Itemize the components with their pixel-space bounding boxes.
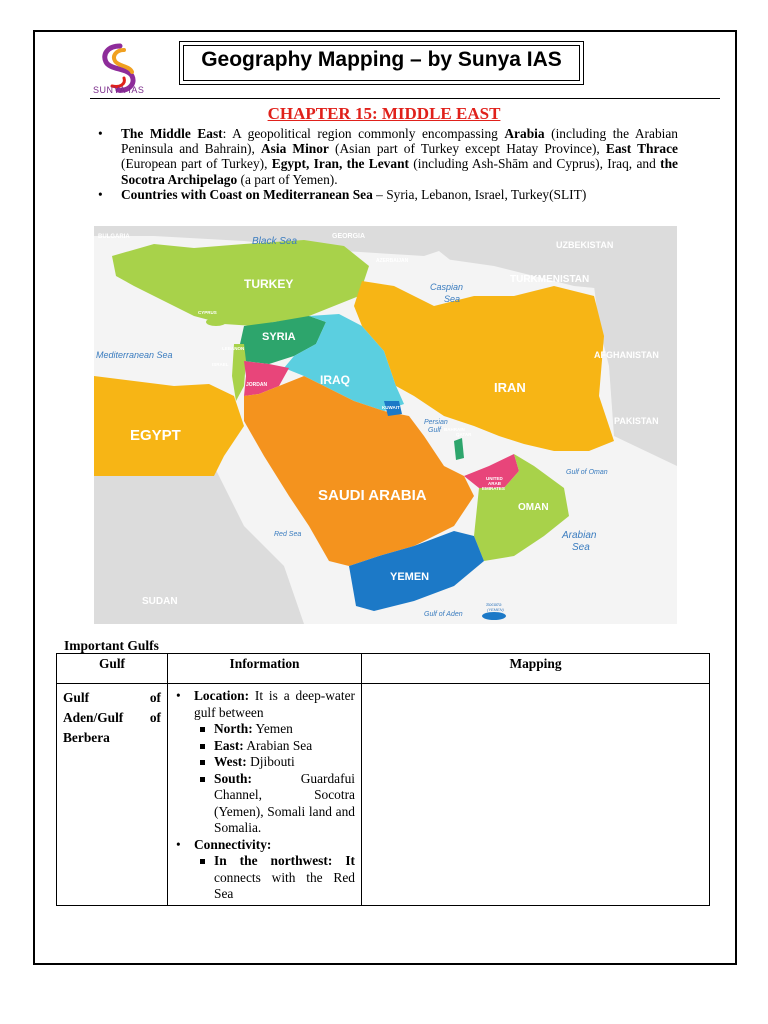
text-segment: (including Ash-Shām and Cyprus), Iraq, and <box>408 156 661 172</box>
label-persian-2: Gulf <box>428 427 441 434</box>
middle-east-map <box>94 226 677 624</box>
bold-segment: the Socotra Archipelago <box>121 156 678 187</box>
column-header-gulf: Gulf <box>57 654 168 684</box>
table-header-row <box>57 654 710 684</box>
connectivity-direction-text: connects with the Red Sea <box>214 869 355 901</box>
square-bullet-icon <box>200 777 205 782</box>
label-arabian-2: Sea <box>572 542 590 553</box>
text-segment: (including the Arabian Peninsula and Bahrain), <box>121 126 679 157</box>
header-rule <box>90 98 720 99</box>
label-syria: SYRIA <box>262 331 296 343</box>
label-iran: IRAN <box>494 380 526 395</box>
square-bullet-icon <box>200 727 205 732</box>
label-arabian-1: Arabian <box>562 530 597 541</box>
label-egypt: EGYPT <box>130 427 181 444</box>
label-gulf-of-oman: Gulf of Oman <box>566 469 608 476</box>
bold-segment: East Thrace <box>605 141 678 157</box>
square-bullet-icon <box>200 859 205 864</box>
direction-text: Yemen <box>252 721 293 736</box>
gulf-name-cell <box>57 684 168 906</box>
direction-label: West: <box>214 754 247 769</box>
square-bullet-icon <box>200 760 205 765</box>
info-location <box>176 688 355 837</box>
chapter-title: CHAPTER 15: MIDDLE EAST <box>267 104 501 123</box>
direction-south <box>214 771 355 837</box>
egypt-shape <box>94 376 244 476</box>
label-qatar: QATAR <box>456 432 472 437</box>
label-bulgaria: BULGARIA <box>98 234 130 240</box>
logo-text: SUNYA IAS <box>93 85 145 95</box>
socotra-shape <box>482 612 506 620</box>
label-jordan: JORDAN <box>246 382 268 388</box>
label-black-sea: Black Sea <box>252 236 298 247</box>
direction-text: Arabian Sea <box>243 737 313 753</box>
direction-label: South: <box>214 770 252 786</box>
bullet-dot-icon: • <box>176 836 181 852</box>
label-israel: ISRAEL <box>212 362 229 367</box>
text-segment: : A geopolitical region commonly encompassing <box>222 126 505 141</box>
direction-label: North: <box>214 721 253 736</box>
square-bullet-icon <box>200 744 205 749</box>
bullet-middle-east <box>98 126 678 187</box>
text-segment: (a part of Yemen). <box>237 171 338 187</box>
label-kuwait: KUWAIT <box>382 405 400 410</box>
connectivity-northwest <box>214 853 355 903</box>
label-oman: OMAN <box>518 502 549 513</box>
gulf-name-line: Gulf of <box>63 690 161 705</box>
bold-segment: The Middle East <box>121 126 223 141</box>
text-segment: (European part of Turkey), <box>121 156 272 172</box>
direction-north <box>214 721 355 738</box>
label-yemen: YEMEN <box>390 571 430 583</box>
label-red-sea: Red Sea <box>274 531 302 538</box>
info-connectivity <box>176 836 355 903</box>
gulfs-table <box>56 653 710 906</box>
bold-segment: Egypt, Iran, the Levant <box>271 156 409 172</box>
table-row <box>57 684 710 906</box>
label-gulf-of-aden: Gulf of Aden <box>424 611 463 618</box>
intro-bullets <box>98 126 678 202</box>
bold-segment: Asia Minor <box>261 141 329 157</box>
label-uzbekistan: UZBEKISTAN <box>556 240 614 250</box>
label-uae-2: ARAB <box>488 481 501 486</box>
label-caspian-2: Sea <box>444 294 461 304</box>
direction-east <box>214 738 355 755</box>
label-socotra-2: (YEMEN) <box>487 607 504 612</box>
label-iraq: IRAQ <box>320 373 350 387</box>
label-persian-1: Persian <box>424 419 448 426</box>
bullet-text <box>121 187 586 202</box>
gulf-name-line: Berbera <box>63 730 110 745</box>
text-segment: – Syria, Lebanon, Israel, Turkey(SLIT) <box>372 186 587 202</box>
label-uae-3: EMIRATES <box>482 486 505 491</box>
title-box <box>179 41 584 85</box>
gulf-name-line: Aden/Gulf of <box>63 710 161 725</box>
label-socotra-1: Socotra <box>486 602 502 607</box>
label-uae-1: UNITED <box>486 476 503 481</box>
label-georgia: GEORGIA <box>332 233 366 240</box>
label-turkmenistan: TURKMENISTAN <box>510 274 590 285</box>
location-text: It is a deep-water gulf between <box>194 688 355 720</box>
label-afghanistan: AFGHANISTAN <box>594 350 659 360</box>
cyprus-shape <box>206 318 226 326</box>
direction-text: Guardafui Channel, Socotra (Yemen), Somali land and Somalia. <box>214 770 355 835</box>
label-cyprus: CYPRUS <box>198 310 217 315</box>
connectivity-label: Connectivity: <box>194 836 272 852</box>
direction-west <box>214 754 355 771</box>
direction-text: Djibouti <box>246 754 295 769</box>
bullet-dot-icon: • <box>176 688 181 703</box>
label-bahrain: BAHRAIN <box>444 427 465 432</box>
bold-segment: Countries with Coast on Mediterranean Sea <box>121 186 373 202</box>
bold-segment: Arabia <box>504 126 545 141</box>
bullet-text <box>121 126 678 187</box>
label-turkey: TURKEY <box>244 277 294 291</box>
bullet-mediterranean-coast <box>98 187 678 202</box>
location-label: Location: <box>194 688 250 703</box>
page-title: Geography Mapping – by Sunya IAS <box>201 48 562 71</box>
label-lebanon: LEBANON <box>222 346 245 351</box>
bullet-dot-icon: • <box>98 126 103 141</box>
connectivity-direction-label: In the northwest: It <box>214 853 355 868</box>
bullet-dot-icon: • <box>98 186 103 202</box>
label-azerbaijan: AZERBAIJAN <box>376 258 409 264</box>
text-segment: (Asian part of Turkey except Hatay Province), <box>328 141 606 157</box>
column-header-information: Information <box>168 654 362 684</box>
table-heading: Important Gulfs <box>64 638 159 653</box>
label-saudi-arabia: SAUDI ARABIA <box>318 487 427 504</box>
information-cell <box>168 684 362 906</box>
label-mediterranean-sea: Mediterranean Sea <box>96 350 173 360</box>
label-caspian-1: Caspian <box>430 282 464 292</box>
direction-label: East: <box>214 737 244 753</box>
column-header-mapping: Mapping <box>362 654 710 684</box>
label-sudan: SUDAN <box>142 596 178 607</box>
label-pakistan: PAKISTAN <box>614 416 659 426</box>
mapping-cell <box>362 684 710 906</box>
